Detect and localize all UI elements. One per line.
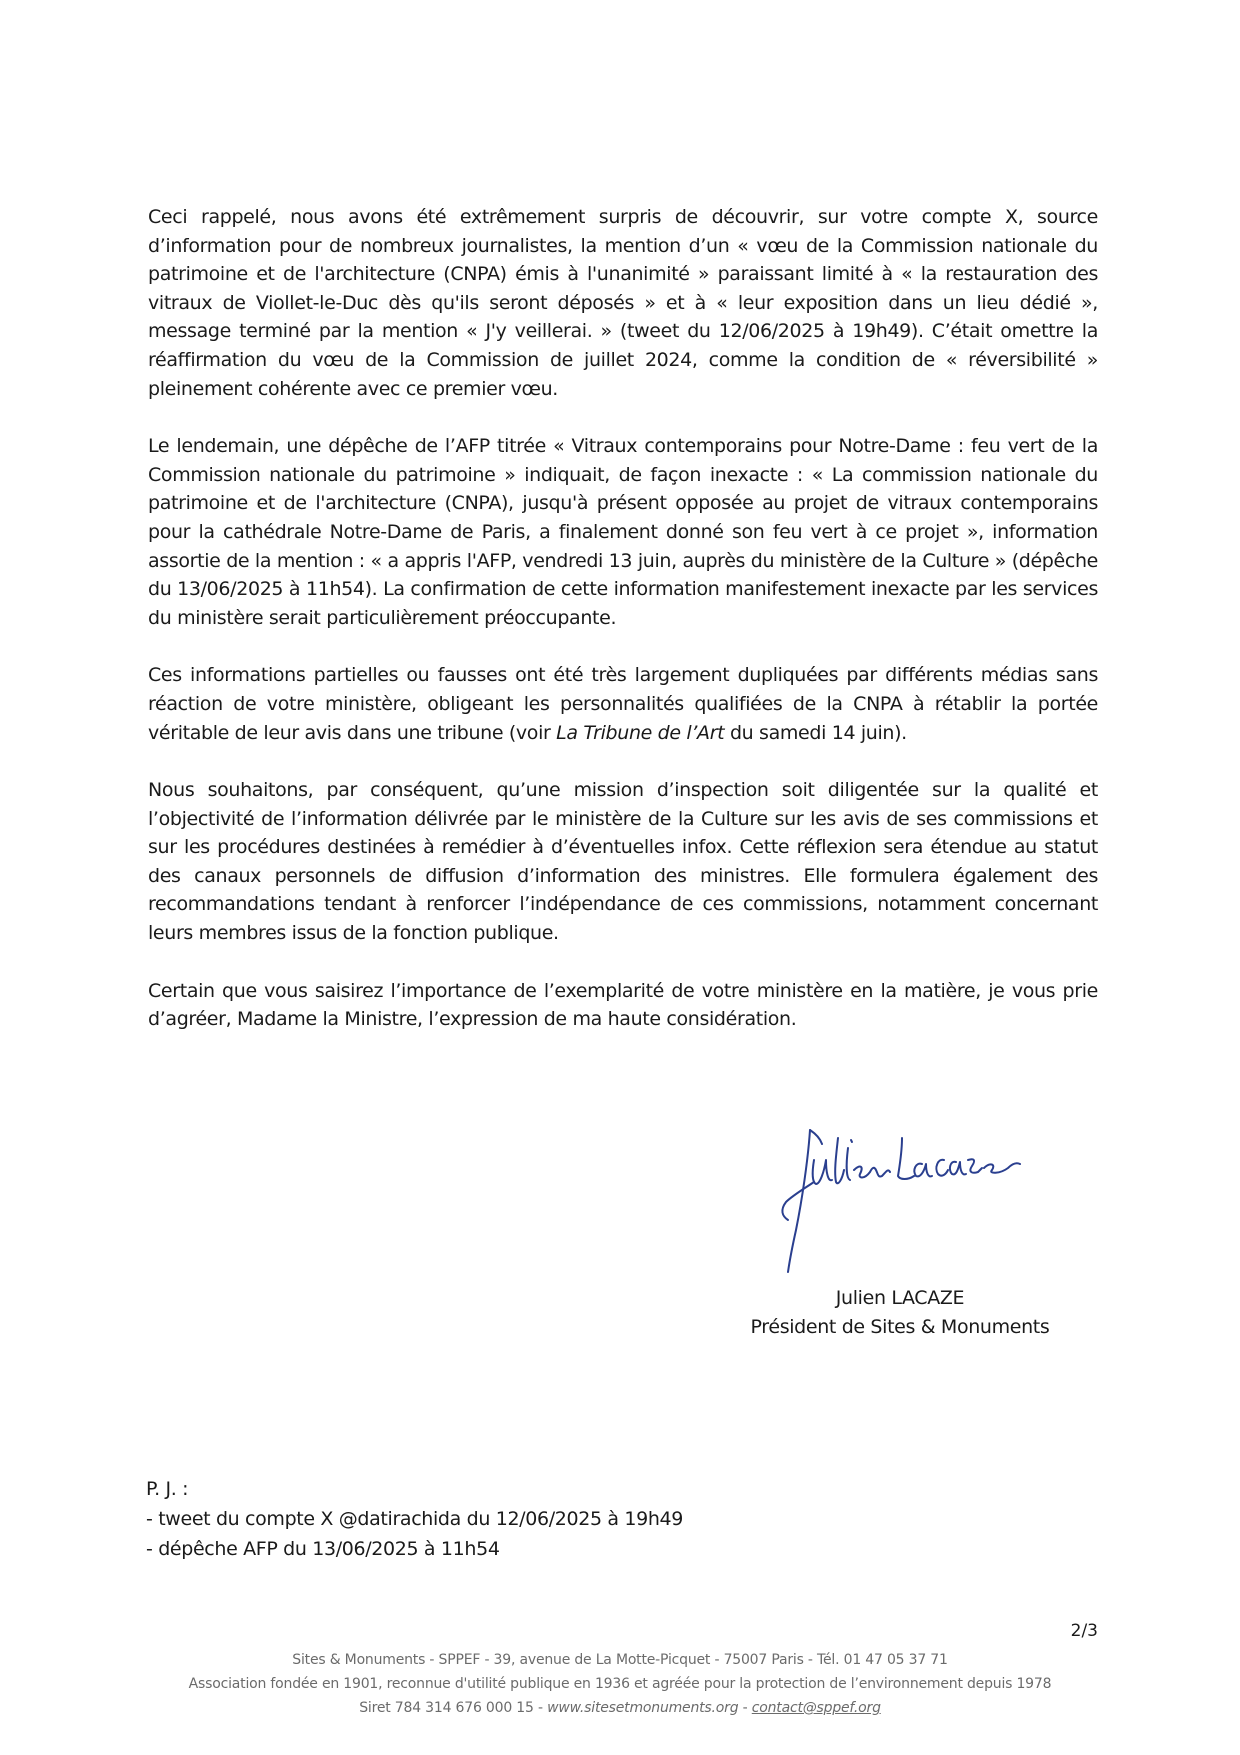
email-link[interactable]: contact@sppef.org: [751, 1700, 881, 1716]
paragraph-5: Certain que vous saisirez l’importance de l’exemplarité de votre ministère en la matière, je vous prie d’agréer, Madame la Ministre, l’expression de ma haute considération.: [148, 979, 1098, 1031]
footer-legal: [120, 1696, 1120, 1720]
attachments-list: [146, 1474, 683, 1564]
paragraph-1: Ceci rappelé, nous avons été extrêmement surpris de découvrir, sur votre compte X, source d’information pour de nombreux journalistes, la mention d’un « vœu de la Commission nationale du patrimoine et de l'architecture (CNPA) émis à l'unanimité » paraissant limité à « la restauration des vitraux de Viollet-le-Duc dès qu'ils seront déposés » et à « leur exposition dans un lieu dédié », message terminé par la mention « J'y veillerai. » (tweet du 12/06/2025 à 19h49). C’était omettre la réaffirmation du vœu de la Commission de juillet 2024, comme la condition de « réversibilité » pleinement cohérente avec ce premier vœu.: [148, 206, 1098, 400]
paragraph-4: Nous souhaitons, par conséquent, qu’une mission d’inspection soit diligentée sur la qualité et l’objectivité de l’information délivrée par le ministère de la Culture sur les avis de ses commissions et sur les procédures destinées à remédier à d’éventuelles infox. Cette réflexion sera étendue au statut des canaux personnels de diffusion d’information des ministres. Elle formulera également des recommandations tendant à renforcer l’indépendance de ces commissions, notamment concernant leurs membres issus de la fonction publique.: [148, 779, 1098, 945]
footer-association-info: Association fondée en 1901, reconnue d'utilité publique en 1936 et agréée pour la protection de l’environnement depuis 1978: [188, 1676, 1052, 1692]
paragraph-3: [148, 661, 1098, 747]
signature-block: [700, 1284, 1100, 1342]
footer-siret: Siret 784 314 676 000 15 -: [359, 1700, 548, 1716]
paragraph-3-text-end: du samedi 14 juin).: [724, 721, 907, 744]
attachment-item: - dépêche AFP du 13/06/2025 à 11h54: [146, 1538, 500, 1560]
footer: [120, 1648, 1120, 1720]
attachments-heading: P. J. :: [146, 1478, 189, 1500]
handwritten-signature: [762, 1120, 1022, 1280]
footer-separator: -: [738, 1700, 752, 1716]
website-link[interactable]: www.sitesetmonuments.org: [547, 1700, 739, 1716]
letter-body: [148, 203, 1098, 1034]
signatory-name: Julien LACAZE: [835, 1287, 965, 1309]
paragraph-2: Le lendemain, une dépêche de l’AFP titrée « Vitraux contemporains pour Notre-Dame : feu vert de la Commission nationale du patrimoine » indiquait, de façon inexacte : « La commission nationale du patrimoine et de l'architecture (CNPA), jusqu'à présent opposée au projet de vitraux contemporains pour la cathédrale Notre-Dame de Paris, a finalement donné son feu vert à ce projet », information assortie de la mention : « a appris l'AFP, vendredi 13 juin, auprès du ministère de la Culture » (dépêche du 13/06/2025 à 11h54). La confirmation de cette information manifestement inexacte par les services du ministère serait particulièrement préoccupante.: [148, 435, 1098, 629]
page-number: 2/3: [1070, 1621, 1098, 1641]
attachment-item: - tweet du compte X @datirachida du 12/06/2025 à 19h49: [146, 1508, 684, 1530]
signatory-title: Président de Sites & Monuments: [750, 1316, 1050, 1338]
footer-address: Sites & Monuments - SPPEF - 39, avenue de La Motte-Picquet - 75007 Paris - Tél. 01 47 05 37 71: [292, 1652, 948, 1668]
publication-title: La Tribune de l’Art: [556, 721, 725, 744]
paragraph-3-text-start: Ces informations partielles ou fausses ont été très largement dupliquées par différents médias sans réaction de votre ministère, obligeant les personnalités qualifiées de la CNPA à rétablir la portée véritable de leur avis dans une tribune (voir: [148, 664, 1098, 744]
